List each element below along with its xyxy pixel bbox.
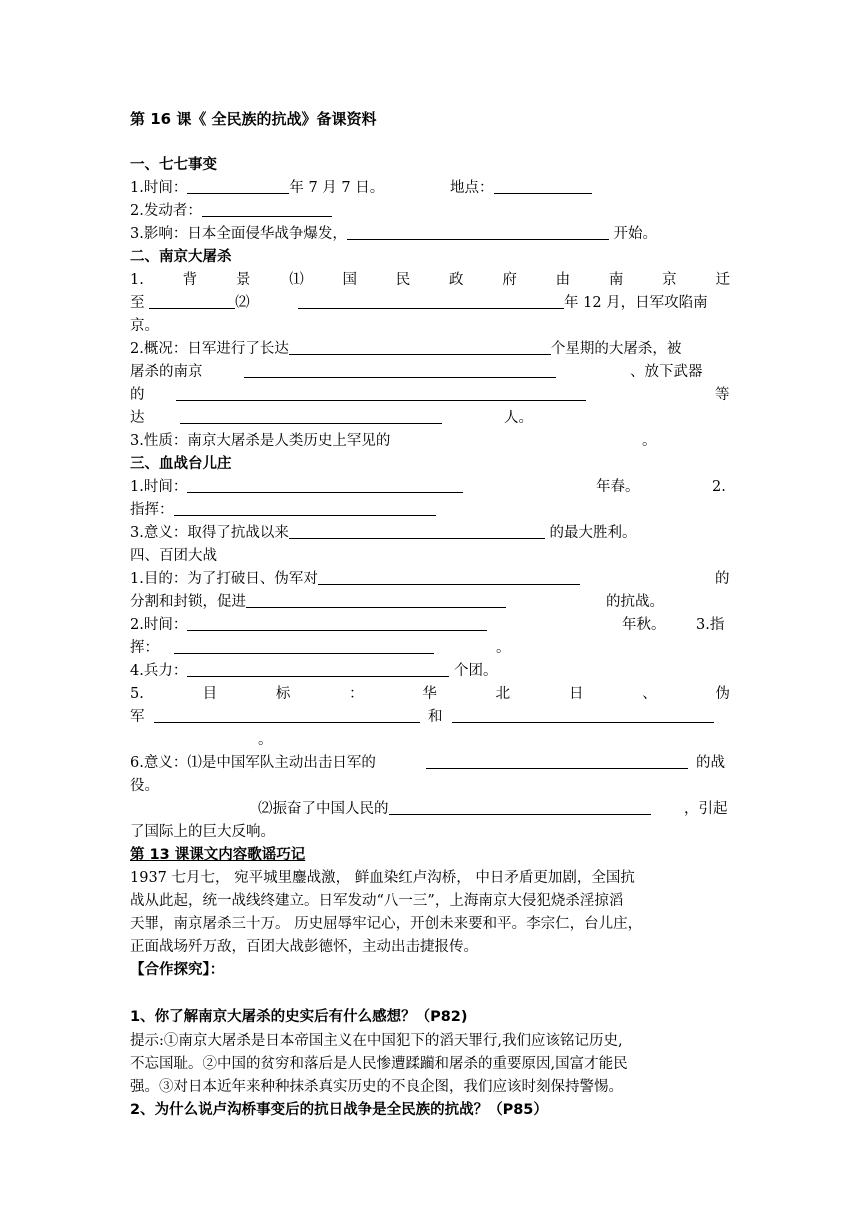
text: 个星期的大屠杀，被 — [550, 341, 682, 357]
blank — [187, 615, 487, 631]
blank — [289, 523, 545, 539]
target-char: 北 — [495, 686, 511, 702]
target-char: 5. — [130, 686, 144, 702]
text: 1.目的：为了打破日、伪军对 — [130, 571, 318, 587]
bg-char: 京 — [662, 272, 677, 288]
text: 3.指 — [696, 617, 725, 633]
target-char: 华 — [422, 686, 437, 702]
s1-initiator-label: 2.发动者： — [130, 203, 202, 219]
coop-heading: 【合作探究】： — [130, 962, 225, 978]
s4-target-line-1 — [130, 683, 730, 706]
text: 挥： — [130, 640, 159, 656]
song-line: 1937 七月七， 宛平城里鏖战激， 鲜血染红卢沟桥， 中日矛盾更加剧，全国抗 — [130, 870, 635, 886]
bg-char: 府 — [502, 272, 517, 288]
blank — [174, 500, 436, 516]
s2-overview-line-1 — [130, 338, 730, 361]
text: 年 12 月，日军攻陷南 — [564, 295, 708, 311]
blank — [154, 707, 420, 723]
blank — [149, 293, 235, 309]
bg-char: 背 — [182, 272, 198, 288]
text: 2. — [712, 479, 726, 495]
blank — [347, 224, 609, 240]
text: ⑵振奋了中国人民的 — [258, 801, 389, 817]
text: 的最大胜利。 — [549, 525, 637, 541]
song-line: 正面战场歼万敌，百团大战彭德怀，主动出击捷报传。 — [130, 939, 478, 955]
s3-meaning-line — [130, 522, 730, 545]
text: 3.意义：取得了抗战以来 — [130, 525, 289, 541]
blank — [494, 178, 592, 194]
s4-meaning-line-4: 了国际上的巨大反响。 — [130, 824, 275, 840]
s2-overview-line-4 — [130, 407, 730, 430]
text: 4.兵力： — [130, 663, 188, 679]
text: 3.性质：南京大屠杀是人类历史上罕见的 — [130, 433, 391, 449]
blank — [187, 661, 449, 677]
s4-force-line — [130, 660, 730, 683]
song-heading: 第 13 课课文内容歌谣巧记 — [130, 847, 306, 863]
text: 的抗战。 — [606, 594, 664, 610]
blank — [180, 408, 442, 424]
blank — [202, 201, 332, 217]
s2-nature-line — [130, 430, 730, 453]
s2-background-line — [130, 269, 730, 292]
blank — [318, 569, 580, 585]
text: 。 — [496, 640, 511, 656]
bg-char: 迁 — [715, 272, 730, 288]
s1-time-line — [130, 177, 730, 200]
blank — [244, 362, 556, 378]
text: ，引起 — [684, 801, 728, 817]
s2-background-line-2 — [130, 292, 730, 315]
bg-char: 民 — [395, 272, 411, 288]
text: 和 — [428, 709, 443, 725]
text: 屠杀的南京 — [130, 364, 203, 380]
text: 的战 — [696, 755, 725, 771]
text: 年秋。 — [622, 617, 666, 633]
blank — [174, 638, 434, 654]
text: 1.时间： — [130, 479, 188, 495]
text: 。 — [258, 732, 273, 748]
bg-char: 1. — [130, 272, 144, 288]
song-line: 天罪，南京屠杀三十万。 历史屈辱牢记心，开创未来要和平。李宗仁，台儿庄， — [130, 916, 643, 932]
s2-overview-line-3 — [130, 384, 730, 407]
question-2: 2、为什么说卢沟桥事变后的抗日战争是全民族的抗战？（P85） — [130, 1102, 548, 1118]
blank — [289, 339, 551, 355]
blank — [389, 799, 651, 815]
s1-place-label: 地点： — [450, 180, 494, 196]
bg-char: 由 — [555, 272, 571, 288]
text: 等 — [715, 387, 730, 403]
s1-time-suffix: 年 7 月 7 日。 — [289, 180, 385, 196]
s1-time-label: 1.时间： — [130, 180, 188, 196]
answer-1-line: 提示:①南京大屠杀是日本帝国主义在中国犯下的滔天罪行,我们应该铭记历史, — [130, 1033, 623, 1049]
text: 指挥： — [130, 502, 174, 518]
section-4-heading: 四、百团大战 — [130, 548, 217, 564]
target-char: 目 — [202, 686, 218, 702]
bg-char: ⑴ — [289, 272, 304, 288]
answer-1-line: 不忘国耻。②中国的贫穷和落后是人民惨遭蹂躏和屠杀的重要原因,国富才能民 — [130, 1056, 628, 1072]
answer-1-line: 强。③对日本近年来种种抹杀真实历史的不良企图，我们应该时刻保持警惕。 — [130, 1079, 623, 1095]
text: 个团。 — [453, 663, 498, 679]
blank — [187, 178, 289, 194]
s2-background-line-3: 京。 — [130, 318, 159, 334]
bg-char: 国 — [342, 272, 357, 288]
target-char: 日 — [568, 686, 584, 702]
s4-purpose-line-1 — [130, 568, 730, 591]
text: 至 — [130, 295, 145, 311]
blank — [426, 753, 688, 769]
s4-purpose-line-2 — [130, 591, 730, 614]
s3-command-line — [130, 499, 730, 522]
text: 分割和封锁，促进 — [130, 594, 246, 610]
text: 的 — [130, 387, 145, 403]
document-title: 第 16 课《 全民族的抗战》备课资料 — [130, 110, 377, 128]
s1-impact-line — [130, 223, 730, 246]
blank — [298, 293, 564, 309]
section-3-heading: 三、血战台儿庄 — [130, 456, 232, 472]
text: 达 — [130, 410, 145, 426]
target-char: 、 — [642, 686, 657, 702]
s4-target-line-2 — [130, 706, 730, 729]
s3-time-line — [130, 476, 730, 499]
document-page — [130, 108, 730, 1122]
text: 2.概况：日军进行了长达 — [130, 341, 289, 357]
section-2-heading: 二、南京大屠杀 — [130, 249, 232, 265]
target-char: ： — [349, 686, 364, 702]
question-1: 1、你了解南京大屠杀的史实后有什么感想？（P82) — [130, 1009, 468, 1025]
section-1-heading: 一、七七事变 — [130, 157, 217, 173]
bg-char: 景 — [235, 272, 251, 288]
text: 军 — [130, 709, 145, 725]
target-char: 标 — [275, 686, 291, 702]
blank — [187, 477, 463, 493]
text: 的 — [715, 571, 730, 587]
bg-char: 南 — [608, 272, 624, 288]
bg-char: 政 — [449, 272, 464, 288]
text: 。 — [642, 433, 657, 449]
text: 6.意义：⑴是中国军队主动出击日军的 — [130, 755, 376, 771]
song-line: 战从此起，统一战线终建立。日军发动“八一三”，上海南京大侵犯烧杀淫掠滔 — [130, 893, 624, 909]
text: ⑵ — [235, 295, 250, 311]
text: 、放下武器 — [630, 364, 703, 380]
target-char: 伪 — [715, 686, 730, 702]
s4-meaning-line-3 — [130, 798, 730, 821]
s2-overview-line-2 — [130, 361, 730, 384]
s1-impact-suffix: 开始。 — [613, 226, 657, 242]
s4-meaning-line-1 — [130, 752, 730, 775]
text: 人。 — [504, 410, 533, 426]
s4-command-line — [130, 637, 730, 660]
blank — [176, 385, 586, 401]
s4-meaning-line-2: 役。 — [130, 778, 159, 794]
text: 年春。 — [596, 479, 640, 495]
blank — [246, 592, 506, 608]
blank — [452, 707, 714, 723]
s1-initiator-line — [130, 200, 730, 223]
s1-impact-label: 3.影响：日本全面侵华战争爆发， — [130, 226, 347, 242]
s4-time-line — [130, 614, 730, 637]
s4-target-line-3 — [130, 729, 730, 752]
text: 2.时间： — [130, 617, 188, 633]
